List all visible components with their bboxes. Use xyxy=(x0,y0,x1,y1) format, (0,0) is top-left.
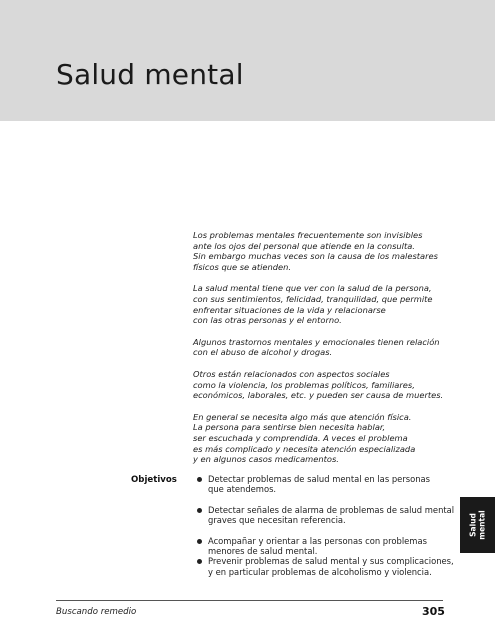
bullet-icon xyxy=(197,508,202,513)
page-title: Salud mental xyxy=(56,58,244,91)
text-line: con el abuso de alcohol y drogas. xyxy=(193,347,333,358)
text-line: enfrentar situaciones de la vida y relacionarse xyxy=(193,304,386,315)
text-line: La persona para sentirse bien necesita hablar, xyxy=(193,422,386,433)
objective-item xyxy=(195,556,455,577)
text-line: mental xyxy=(476,510,486,540)
text-line: Detectar problemas de salud mental en las personas xyxy=(208,474,431,484)
text-line: y en particular problemas de alcoholismo y violencia. xyxy=(208,566,432,577)
objective-item xyxy=(195,505,455,526)
objectives-label: Objetivos xyxy=(131,475,177,485)
text-line: Los problemas mentales frecuentemente son invisibles xyxy=(193,230,423,240)
text-line: y en algunos casos medicamentos. xyxy=(193,454,339,465)
text-line: Detectar señales de alarma de problemas de salud mental xyxy=(208,504,455,515)
intro-paragraph-2 xyxy=(193,283,443,325)
text-line: Salud xyxy=(468,513,477,537)
objectives-list xyxy=(195,474,455,577)
footer-book-title: Buscando remedio xyxy=(56,607,137,617)
bullet-icon xyxy=(197,559,202,564)
text-line: Algunos trastornos mentales y emocionales tienen relación xyxy=(193,336,440,347)
text-line: Prevenir problemas de salud mental y sus complicaciones, xyxy=(208,556,454,567)
intro-paragraph-1 xyxy=(193,230,443,272)
text-line: La salud mental tiene que ver con la salud de la persona, xyxy=(193,283,432,294)
text-line: es más complicado y necesita atención especializada xyxy=(193,443,416,454)
text-line: menores de salud mental. xyxy=(208,546,318,557)
text-line: Otros están relacionados con aspectos sociales xyxy=(193,368,390,379)
text-line: ser escuchada y comprendida. A veces el problema xyxy=(193,432,408,443)
text-line: En general se necesita algo más que atención física. xyxy=(193,411,412,422)
footer-divider xyxy=(56,600,443,601)
text-line: Sin embargo muchas veces son la causa de los malestares xyxy=(193,251,438,262)
bullet-icon xyxy=(197,477,202,482)
text-line: que atendemos. xyxy=(208,484,277,495)
objective-item xyxy=(195,474,455,495)
text-line: ante los ojos del personal que atiende en la consulta. xyxy=(193,240,415,251)
objective-item xyxy=(195,536,455,557)
text-line: con sus sentimientos, felicidad, tranquilidad, que permite xyxy=(193,293,433,304)
chapter-side-tab xyxy=(460,497,495,553)
intro-paragraph-5 xyxy=(193,412,443,465)
intro-paragraph-3 xyxy=(193,337,443,358)
text-line: Acompañar y orientar a las personas con problemas xyxy=(208,535,427,546)
text-line: físicos que se atienden. xyxy=(193,261,292,272)
text-line: económicos, laborales, etc. y pueden ser causa de muertes. xyxy=(193,390,444,401)
bullet-icon xyxy=(197,539,202,544)
chapter-side-tab-label xyxy=(469,510,486,539)
intro-paragraph-4 xyxy=(193,369,443,401)
intro-text xyxy=(193,230,443,476)
page-number: 305 xyxy=(422,605,445,618)
text-line: graves que necesitan referencia. xyxy=(208,515,346,526)
text-line: como la violencia, los problemas políticos, familiares, xyxy=(193,379,415,390)
text-line: con las otras personas y el entorno. xyxy=(193,315,342,326)
